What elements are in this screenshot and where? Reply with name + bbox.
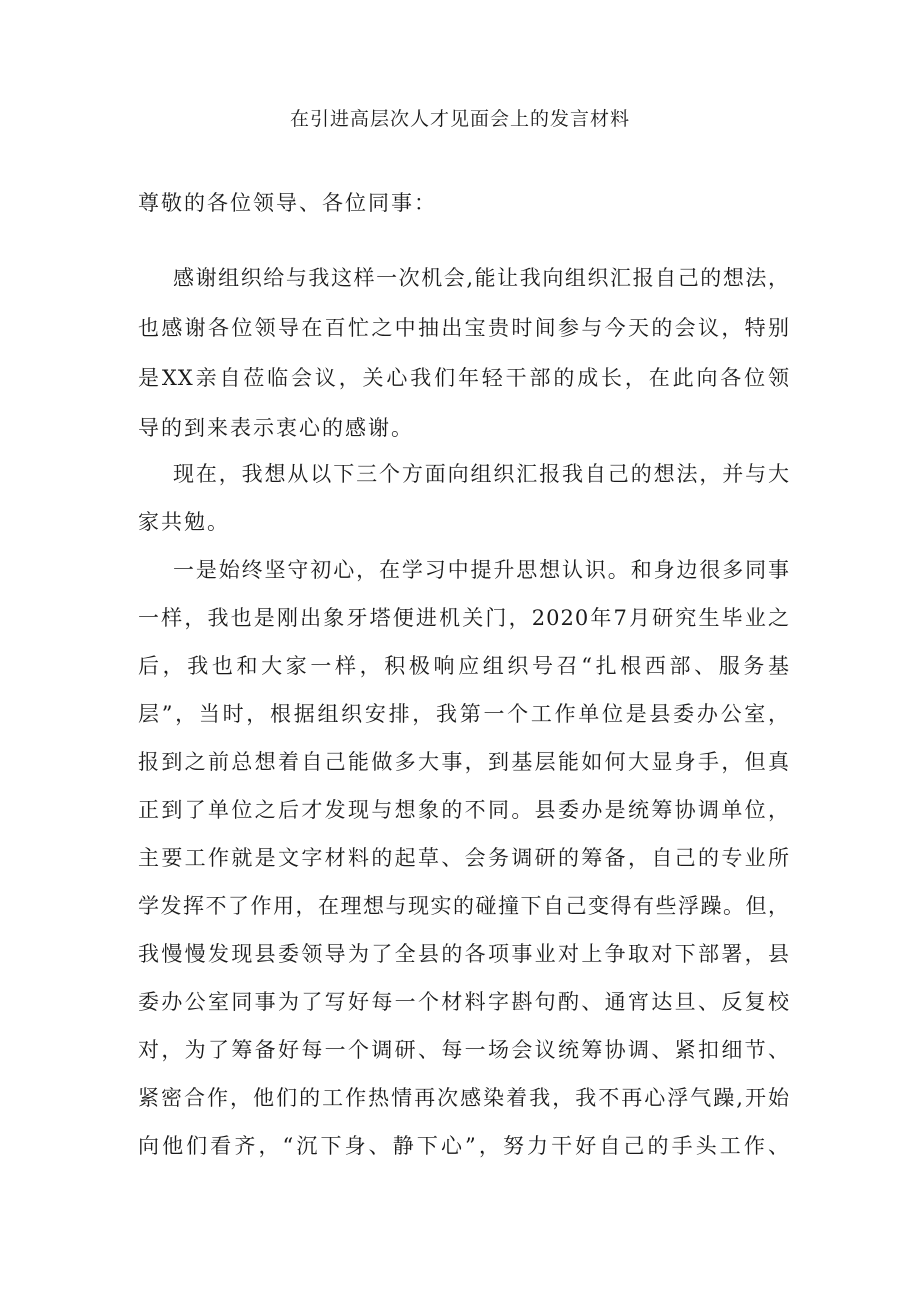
- salutation: 尊敬的各位领导、各位同事：: [138, 191, 437, 215]
- body-line: 委办公室同事为了写好每一个材料字斟句酌、通宵达旦、反复校: [138, 990, 790, 1014]
- body-line: 家共勉。: [138, 510, 230, 534]
- body-line: 学发挥不了作用，在理想与现实的碰撞下自己变得有些浮躁。但，: [138, 894, 790, 918]
- body-line: 主要工作就是文字材料的起草、会务调研的筹备，自己的专业所: [138, 846, 790, 870]
- body-line: 导的到来表示衷心的感谢。: [138, 416, 414, 440]
- body-line: 现在，我想从以下三个方面向组织汇报我自己的想法，并与大: [173, 462, 790, 486]
- body-line: 报到之前总想着自己能做多大事，到基层能如何大显身手，但真: [138, 750, 790, 774]
- body-line: 是XX亲自莅临会议，关心我们年轻干部的成长，在此向各位领: [138, 366, 790, 390]
- body-line: 我慢慢发现县委领导为了全县的各项事业对上争取对下部署，县: [138, 942, 790, 966]
- body-line: 一是始终坚守初心，在学习中提升思想认识。和身边很多同事: [173, 558, 790, 582]
- body-line: 感谢组织给与我这样一次机会,能让我向组织汇报自己的想法，: [173, 266, 790, 290]
- body-line: 一样，我也是刚出象牙塔便进机关门，2020年7月研究生毕业之: [138, 606, 790, 630]
- body-line: 层”，当时，根据组织安排，我第一个工作单位是县委办公室，: [138, 702, 790, 726]
- body-line: 后，我也和大家一样，积极响应组织号召“扎根西部、服务基: [138, 654, 790, 678]
- body-line: 正到了单位之后才发现与想象的不同。县委办是统筹协调单位，: [138, 798, 790, 822]
- body-line: 紧密合作，他们的工作热情再次感染着我，我不再心浮气躁,开始: [138, 1086, 790, 1110]
- body-line: 向他们看齐，“沉下身、静下心”，努力干好自己的手头工作、: [138, 1134, 790, 1158]
- body-line: 也感谢各位领导在百忙之中抽出宝贵时间参与今天的会议，特别: [138, 316, 790, 340]
- document-title: 在引进高层次人才见面会上的发言材料: [289, 108, 630, 130]
- body-line: 对，为了筹备好每一个调研、每一场会议统筹协调、紧扣细节、: [138, 1038, 790, 1062]
